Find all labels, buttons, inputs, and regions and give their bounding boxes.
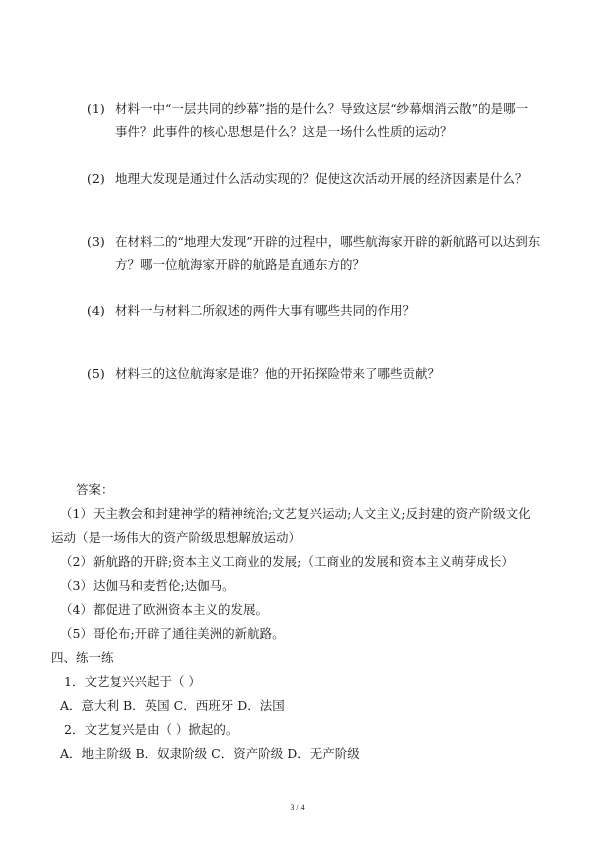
practice-question-2-options: A．地主阶级 B．奴隶阶级 C．资产阶级 D．无产阶级 (60, 746, 360, 761)
page-number: 3 / 4 (290, 803, 305, 812)
answer-line-3: （2）新航路的开辟;资本主义工商业的发展;（工商业的发展和资本主义萌芽成长） (60, 554, 514, 569)
answer-line-5: （4）都促进了欧洲资本主义的发展。 (60, 602, 268, 617)
question-1-number: (1) (87, 101, 105, 116)
question-2-number: (2) (87, 171, 105, 186)
answer-line-6: （5）哥伦布;开辟了通往美洲的新航路。 (60, 626, 285, 641)
answer-line-2: 运动（是一场伟大的资产阶级思想解放运动） (51, 530, 302, 545)
question-2-line-1: 地理大发现是通过什么活动实现的？促使这次活动开展的经济因素是什么？ (115, 171, 528, 186)
question-3-number: (3) (87, 234, 105, 249)
question-4-line-1: 材料一与材料二所叙述的两件大事有哪些共同的作用？ (115, 303, 416, 318)
practice-question-2: 2．文艺复兴是由（ ）掀起的。 (64, 722, 239, 737)
answer-line-4: （3）达伽马和麦哲伦;达伽马。 (60, 578, 235, 593)
question-3-line-1: 在材料二的“地理大发现”开辟的过程中，哪些航海家开辟的新航路可以达到东 (115, 234, 541, 249)
answer-line-1: （1）天主教会和封建神学的精神统治;文艺复兴运动;人文主义;反封建的资产阶级文化 (60, 506, 531, 521)
question-1-line-1: 材料一中“一层共同的纱幕”指的是什么？导致这层“纱幕烟消云散”的是哪一 (115, 101, 529, 116)
practice-question-1: 1．文艺复兴兴起于（ ） (64, 674, 201, 689)
question-1-line-2: 事件？此事件的核心思想是什么？这是一场什么性质的运动？ (115, 124, 453, 139)
practice-question-1-options: A．意大利 B．英国 C．西班牙 D．法国 (60, 698, 285, 713)
answer-label: 答案： (76, 482, 114, 497)
question-4-number: (4) (87, 303, 105, 318)
question-5-line-1: 材料三的这位航海家是谁？他的开拓探险带来了哪些贡献？ (115, 366, 441, 381)
question-3-line-2: 方？哪一位航海家开辟的航路是直通东方的？ (115, 257, 366, 272)
question-5-number: (5) (87, 366, 105, 381)
section-title: 四、练一练 (51, 650, 114, 665)
